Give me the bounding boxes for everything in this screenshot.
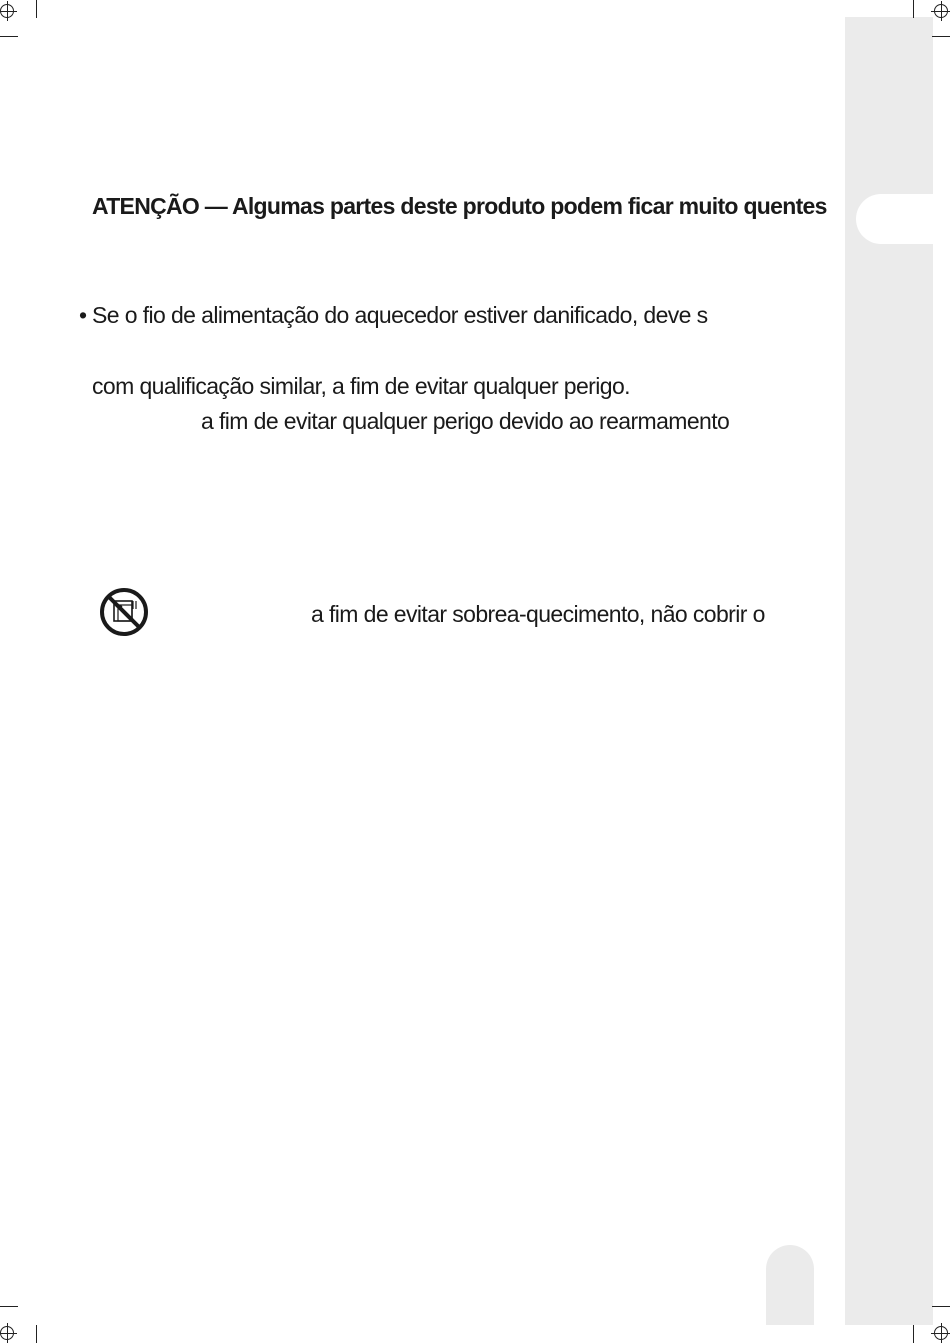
registration-mark-icon	[934, 1326, 948, 1340]
registration-mark-icon	[0, 4, 14, 18]
crop-mark	[913, 0, 914, 18]
do-not-cover-icon	[99, 587, 149, 637]
crop-mark	[0, 36, 18, 37]
crop-mark	[932, 1306, 950, 1307]
registration-mark-icon	[0, 1326, 14, 1340]
instruction-line-3: a fim de evitar qualquer perigo devido ao rearmamento	[201, 408, 730, 434]
instruction-line-2: com qualificação similar, a fim de evitar qualquer perigo.	[92, 373, 630, 399]
page-number-tab	[766, 1245, 814, 1325]
crop-mark	[932, 36, 950, 37]
instruction-line-1: Se o fio de alimentação do aquecedor estiver danificado, deve s	[92, 302, 708, 328]
chapter-tab	[856, 194, 933, 244]
registration-mark-icon	[934, 4, 948, 18]
crop-mark	[36, 1325, 37, 1343]
crop-mark	[36, 0, 37, 18]
instruction-bullet: •	[79, 302, 87, 328]
cover-warning-text: a fim de evitar sobrea-quecimento, não cobrir o	[311, 601, 765, 627]
crop-mark	[0, 1306, 18, 1307]
warning-heading: ATENÇÃO — Algumas partes deste produto podem ficar muito quentes	[92, 193, 827, 219]
crop-mark	[913, 1325, 914, 1343]
